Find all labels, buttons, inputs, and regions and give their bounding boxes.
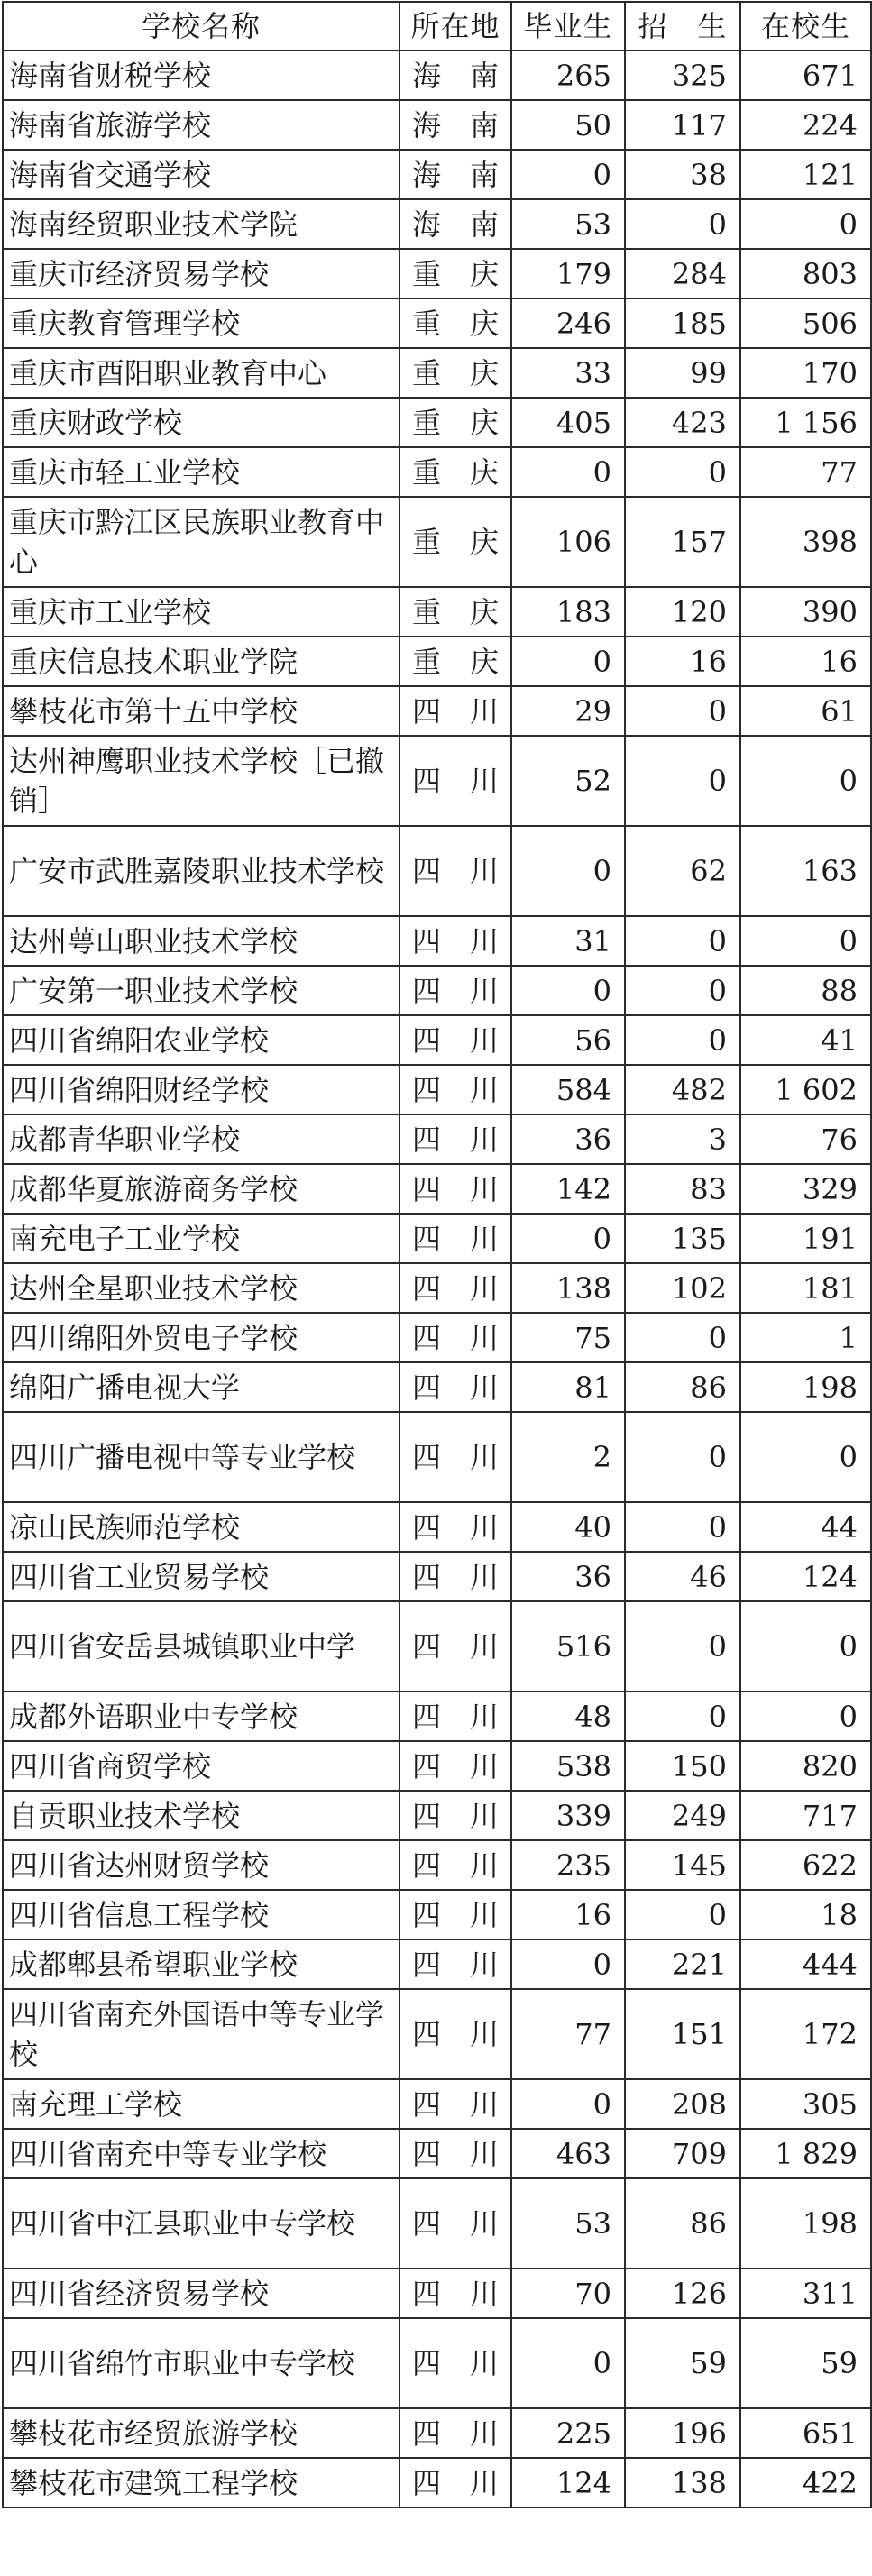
location-cell: 四 川 bbox=[399, 1791, 511, 1840]
school-name-cell: 四川省工业贸易学校 bbox=[3, 1552, 399, 1601]
enrolled-cell: 0 bbox=[625, 736, 740, 826]
students-cell: 0 bbox=[740, 1412, 871, 1502]
school-name-cell: 四川省商贸学校 bbox=[3, 1741, 399, 1791]
table-row bbox=[3, 587, 871, 637]
students-cell: 41 bbox=[740, 1015, 871, 1065]
table-row bbox=[3, 966, 871, 1015]
location-cell: 四 川 bbox=[399, 916, 511, 966]
location-cell: 四 川 bbox=[399, 1840, 511, 1890]
table-row bbox=[3, 1263, 871, 1313]
location-cell: 四 川 bbox=[399, 1362, 511, 1412]
graduates-cell: 463 bbox=[511, 2129, 625, 2178]
enrolled-cell: 145 bbox=[625, 1840, 740, 1890]
students-cell: 422 bbox=[740, 2458, 871, 2507]
table-row bbox=[3, 916, 871, 966]
enrolled-cell: 482 bbox=[625, 1065, 740, 1114]
students-cell: 622 bbox=[740, 1840, 871, 1890]
students-cell: 0 bbox=[740, 916, 871, 966]
school-name-cell: 成都华夏旅游商务学校 bbox=[3, 1164, 399, 1214]
students-cell: 1 829 bbox=[740, 2129, 871, 2178]
graduates-cell: 31 bbox=[511, 916, 625, 966]
school-name-cell: 海南经贸职业技术学院 bbox=[3, 199, 399, 249]
enrolled-cell: 126 bbox=[625, 2269, 740, 2318]
table-row bbox=[3, 398, 871, 447]
table-row bbox=[3, 1214, 871, 1263]
table-row bbox=[3, 2079, 871, 2129]
graduates-cell: 225 bbox=[511, 2408, 625, 2458]
enrolled-cell: 0 bbox=[625, 1691, 740, 1741]
graduates-cell: 52 bbox=[511, 736, 625, 826]
enrolled-cell: 117 bbox=[625, 100, 740, 150]
school-name-cell: 重庆市经济贸易学校 bbox=[3, 249, 399, 298]
location-cell: 四 川 bbox=[399, 826, 511, 916]
graduates-cell: 183 bbox=[511, 587, 625, 637]
school-name-cell: 四川省南充中等专业学校 bbox=[3, 2129, 399, 2178]
table-row bbox=[3, 1362, 871, 1412]
table-row bbox=[3, 1890, 871, 1939]
students-cell: 0 bbox=[740, 1601, 871, 1691]
enrolled-cell: 0 bbox=[625, 916, 740, 966]
location-cell: 四 川 bbox=[399, 1890, 511, 1939]
table-row bbox=[3, 1502, 871, 1552]
table-row bbox=[3, 736, 871, 826]
location-cell: 四 川 bbox=[399, 1065, 511, 1114]
enrolled-cell: 0 bbox=[625, 199, 740, 249]
graduates-cell: 2 bbox=[511, 1412, 625, 1502]
graduates-cell: 50 bbox=[511, 100, 625, 150]
table-row bbox=[3, 1939, 871, 1989]
students-cell: 398 bbox=[740, 497, 871, 587]
location-cell: 四 川 bbox=[399, 2129, 511, 2178]
school-name-cell: 四川省绵竹市职业中专学校 bbox=[3, 2318, 399, 2408]
school-name-cell: 达州全星职业技术学校 bbox=[3, 1263, 399, 1313]
school-name-cell: 成都青华职业学校 bbox=[3, 1114, 399, 1164]
school-name-cell: 重庆市酉阳职业教育中心 bbox=[3, 348, 399, 398]
graduates-cell: 36 bbox=[511, 1114, 625, 1164]
table-row bbox=[3, 2318, 871, 2408]
graduates-cell: 75 bbox=[511, 1313, 625, 1362]
graduates-cell: 516 bbox=[511, 1601, 625, 1691]
location-cell: 重 庆 bbox=[399, 637, 511, 686]
location-cell: 重 庆 bbox=[399, 298, 511, 348]
students-cell: 44 bbox=[740, 1502, 871, 1552]
students-cell: 1 bbox=[740, 1313, 871, 1362]
students-cell: 444 bbox=[740, 1939, 871, 1989]
table-row bbox=[3, 1691, 871, 1741]
table-row bbox=[3, 150, 871, 199]
location-cell: 四 川 bbox=[399, 2269, 511, 2318]
graduates-cell: 0 bbox=[511, 966, 625, 1015]
school-name-cell: 四川省中江县职业中专学校 bbox=[3, 2178, 399, 2269]
table-row bbox=[3, 50, 871, 100]
graduates-cell: 81 bbox=[511, 1362, 625, 1412]
graduates-cell: 246 bbox=[511, 298, 625, 348]
enrolled-cell: 325 bbox=[625, 50, 740, 100]
school-name-cell: 海南省交通学校 bbox=[3, 150, 399, 199]
graduates-cell: 405 bbox=[511, 398, 625, 447]
table-row bbox=[3, 2408, 871, 2458]
school-name-cell: 广安第一职业技术学校 bbox=[3, 966, 399, 1015]
students-cell: 717 bbox=[740, 1791, 871, 1840]
graduates-cell: 138 bbox=[511, 1263, 625, 1313]
school-name-cell: 达州神鹰职业技术学校［已撤销］ bbox=[3, 736, 399, 826]
students-cell: 506 bbox=[740, 298, 871, 348]
enrolled-cell: 208 bbox=[625, 2079, 740, 2129]
school-name-cell: 四川省南充外国语中等专业学校 bbox=[3, 1989, 399, 2079]
school-name-cell: 重庆市轻工业学校 bbox=[3, 447, 399, 497]
students-cell: 198 bbox=[740, 2178, 871, 2269]
school-name-cell: 重庆财政学校 bbox=[3, 398, 399, 447]
location-cell: 四 川 bbox=[399, 1263, 511, 1313]
students-cell: 191 bbox=[740, 1214, 871, 1263]
enrolled-cell: 0 bbox=[625, 1015, 740, 1065]
location-cell: 四 川 bbox=[399, 1601, 511, 1691]
school-name-cell: 四川省达州财贸学校 bbox=[3, 1840, 399, 1890]
school-name-cell: 四川绵阳外贸电子学校 bbox=[3, 1313, 399, 1362]
location-cell: 四 川 bbox=[399, 1502, 511, 1552]
table-row bbox=[3, 826, 871, 916]
table-row bbox=[3, 2129, 871, 2178]
table-row bbox=[3, 1164, 871, 1214]
school-name-cell: 攀枝花市建筑工程学校 bbox=[3, 2458, 399, 2507]
enrolled-cell: 151 bbox=[625, 1989, 740, 2079]
table-row bbox=[3, 1791, 871, 1840]
schools-table bbox=[2, 1, 872, 2508]
table-row bbox=[3, 637, 871, 686]
enrolled-cell: 196 bbox=[625, 2408, 740, 2458]
header-school-name: 学校名称 bbox=[3, 2, 399, 50]
students-cell: 1 156 bbox=[740, 398, 871, 447]
table-body bbox=[3, 50, 871, 2507]
location-cell: 重 庆 bbox=[399, 398, 511, 447]
students-cell: 170 bbox=[740, 348, 871, 398]
graduates-cell: 56 bbox=[511, 1015, 625, 1065]
enrolled-cell: 83 bbox=[625, 1164, 740, 1214]
school-name-cell: 四川省绵阳农业学校 bbox=[3, 1015, 399, 1065]
table-row bbox=[3, 100, 871, 150]
location-cell: 海 南 bbox=[399, 50, 511, 100]
school-name-cell: 成都郫县希望职业学校 bbox=[3, 1939, 399, 1989]
school-name-cell: 重庆市黔江区民族职业教育中心 bbox=[3, 497, 399, 587]
location-cell: 四 川 bbox=[399, 1741, 511, 1791]
school-name-cell: 绵阳广播电视大学 bbox=[3, 1362, 399, 1412]
graduates-cell: 235 bbox=[511, 1840, 625, 1890]
graduates-cell: 0 bbox=[511, 1939, 625, 1989]
location-cell: 四 川 bbox=[399, 966, 511, 1015]
school-name-cell: 自贡职业技术学校 bbox=[3, 1791, 399, 1840]
students-cell: 305 bbox=[740, 2079, 871, 2129]
students-cell: 88 bbox=[740, 966, 871, 1015]
enrolled-cell: 185 bbox=[625, 298, 740, 348]
enrolled-cell: 16 bbox=[625, 637, 740, 686]
enrolled-cell: 0 bbox=[625, 686, 740, 736]
graduates-cell: 124 bbox=[511, 2458, 625, 2507]
enrolled-cell: 99 bbox=[625, 348, 740, 398]
graduates-cell: 33 bbox=[511, 348, 625, 398]
school-name-cell: 重庆市工业学校 bbox=[3, 587, 399, 637]
graduates-cell: 77 bbox=[511, 1989, 625, 2079]
school-name-cell: 达州萼山职业技术学校 bbox=[3, 916, 399, 966]
students-cell: 124 bbox=[740, 1552, 871, 1601]
students-cell: 224 bbox=[740, 100, 871, 150]
location-cell: 四 川 bbox=[399, 2458, 511, 2507]
students-cell: 59 bbox=[740, 2318, 871, 2408]
students-cell: 390 bbox=[740, 587, 871, 637]
students-cell: 163 bbox=[740, 826, 871, 916]
location-cell: 海 南 bbox=[399, 150, 511, 199]
location-cell: 四 川 bbox=[399, 1691, 511, 1741]
location-cell: 四 川 bbox=[399, 1214, 511, 1263]
location-cell: 重 庆 bbox=[399, 497, 511, 587]
school-name-cell: 攀枝花市经贸旅游学校 bbox=[3, 2408, 399, 2458]
graduates-cell: 70 bbox=[511, 2269, 625, 2318]
graduates-cell: 0 bbox=[511, 2079, 625, 2129]
enrolled-cell: 0 bbox=[625, 1502, 740, 1552]
table-row bbox=[3, 1065, 871, 1114]
location-cell: 四 川 bbox=[399, 2318, 511, 2408]
table-row bbox=[3, 298, 871, 348]
students-cell: 198 bbox=[740, 1362, 871, 1412]
enrolled-cell: 59 bbox=[625, 2318, 740, 2408]
graduates-cell: 0 bbox=[511, 150, 625, 199]
graduates-cell: 106 bbox=[511, 497, 625, 587]
enrolled-cell: 249 bbox=[625, 1791, 740, 1840]
graduates-cell: 36 bbox=[511, 1552, 625, 1601]
school-name-cell: 四川广播电视中等专业学校 bbox=[3, 1412, 399, 1502]
location-cell: 四 川 bbox=[399, 736, 511, 826]
enrolled-cell: 0 bbox=[625, 1890, 740, 1939]
location-cell: 重 庆 bbox=[399, 348, 511, 398]
table-row bbox=[3, 1989, 871, 2079]
graduates-cell: 48 bbox=[511, 1691, 625, 1741]
school-name-cell: 重庆信息技术职业学院 bbox=[3, 637, 399, 686]
table-row bbox=[3, 1840, 871, 1890]
location-cell: 海 南 bbox=[399, 100, 511, 150]
enrolled-cell: 157 bbox=[625, 497, 740, 587]
location-cell: 重 庆 bbox=[399, 249, 511, 298]
students-cell: 311 bbox=[740, 2269, 871, 2318]
header-enrolled: 招 生 bbox=[625, 2, 740, 50]
location-cell: 四 川 bbox=[399, 1114, 511, 1164]
students-cell: 172 bbox=[740, 1989, 871, 2079]
school-name-cell: 四川省经济贸易学校 bbox=[3, 2269, 399, 2318]
table-row bbox=[3, 1015, 871, 1065]
students-cell: 1 602 bbox=[740, 1065, 871, 1114]
graduates-cell: 40 bbox=[511, 1502, 625, 1552]
enrolled-cell: 38 bbox=[625, 150, 740, 199]
students-cell: 61 bbox=[740, 686, 871, 736]
table-row bbox=[3, 2458, 871, 2507]
school-name-cell: 凉山民族师范学校 bbox=[3, 1502, 399, 1552]
graduates-cell: 29 bbox=[511, 686, 625, 736]
header-row bbox=[3, 2, 871, 50]
enrolled-cell: 0 bbox=[625, 1313, 740, 1362]
enrolled-cell: 120 bbox=[625, 587, 740, 637]
enrolled-cell: 0 bbox=[625, 1601, 740, 1691]
header-students: 在校生 bbox=[740, 2, 871, 50]
school-name-cell: 海南省财税学校 bbox=[3, 50, 399, 100]
location-cell: 重 庆 bbox=[399, 587, 511, 637]
location-cell: 四 川 bbox=[399, 1164, 511, 1214]
school-name-cell: 四川省信息工程学校 bbox=[3, 1890, 399, 1939]
graduates-cell: 179 bbox=[511, 249, 625, 298]
enrolled-cell: 709 bbox=[625, 2129, 740, 2178]
location-cell: 四 川 bbox=[399, 1015, 511, 1065]
location-cell: 四 川 bbox=[399, 1412, 511, 1502]
school-name-cell: 四川省绵阳财经学校 bbox=[3, 1065, 399, 1114]
enrolled-cell: 46 bbox=[625, 1552, 740, 1601]
table-row bbox=[3, 447, 871, 497]
enrolled-cell: 150 bbox=[625, 1741, 740, 1791]
students-cell: 651 bbox=[740, 2408, 871, 2458]
graduates-cell: 584 bbox=[511, 1065, 625, 1114]
school-name-cell: 南充电子工业学校 bbox=[3, 1214, 399, 1263]
school-name-cell: 成都外语职业中专学校 bbox=[3, 1691, 399, 1741]
enrolled-cell: 62 bbox=[625, 826, 740, 916]
enrolled-cell: 0 bbox=[625, 1412, 740, 1502]
header-location: 所在地 bbox=[399, 2, 511, 50]
graduates-cell: 16 bbox=[511, 1890, 625, 1939]
table-row bbox=[3, 348, 871, 398]
graduates-cell: 339 bbox=[511, 1791, 625, 1840]
students-cell: 329 bbox=[740, 1164, 871, 1214]
school-name-cell: 攀枝花市第十五中学校 bbox=[3, 686, 399, 736]
table-row bbox=[3, 1114, 871, 1164]
students-cell: 0 bbox=[740, 1691, 871, 1741]
graduates-cell: 0 bbox=[511, 826, 625, 916]
location-cell: 重 庆 bbox=[399, 447, 511, 497]
enrolled-cell: 0 bbox=[625, 447, 740, 497]
enrolled-cell: 423 bbox=[625, 398, 740, 447]
location-cell: 四 川 bbox=[399, 2079, 511, 2129]
students-cell: 0 bbox=[740, 736, 871, 826]
school-name-cell: 重庆教育管理学校 bbox=[3, 298, 399, 348]
graduates-cell: 53 bbox=[511, 2178, 625, 2269]
table-row bbox=[3, 1601, 871, 1691]
location-cell: 四 川 bbox=[399, 1313, 511, 1362]
students-cell: 76 bbox=[740, 1114, 871, 1164]
location-cell: 四 川 bbox=[399, 686, 511, 736]
location-cell: 四 川 bbox=[399, 1989, 511, 2079]
students-cell: 803 bbox=[740, 249, 871, 298]
students-cell: 16 bbox=[740, 637, 871, 686]
table-row bbox=[3, 686, 871, 736]
students-cell: 0 bbox=[740, 199, 871, 249]
table-row bbox=[3, 2269, 871, 2318]
school-name-cell: 四川省安岳县城镇职业中学 bbox=[3, 1601, 399, 1691]
enrolled-cell: 135 bbox=[625, 1214, 740, 1263]
table-row bbox=[3, 1313, 871, 1362]
school-name-cell: 广安市武胜嘉陵职业技术学校 bbox=[3, 826, 399, 916]
enrolled-cell: 284 bbox=[625, 249, 740, 298]
table-row bbox=[3, 249, 871, 298]
header-graduates: 毕业生 bbox=[511, 2, 625, 50]
graduates-cell: 142 bbox=[511, 1164, 625, 1214]
students-cell: 820 bbox=[740, 1741, 871, 1791]
table-row bbox=[3, 1412, 871, 1502]
students-cell: 181 bbox=[740, 1263, 871, 1313]
location-cell: 海 南 bbox=[399, 199, 511, 249]
location-cell: 四 川 bbox=[399, 2408, 511, 2458]
enrolled-cell: 3 bbox=[625, 1114, 740, 1164]
enrolled-cell: 86 bbox=[625, 1362, 740, 1412]
location-cell: 四 川 bbox=[399, 2178, 511, 2269]
graduates-cell: 538 bbox=[511, 1741, 625, 1791]
enrolled-cell: 0 bbox=[625, 966, 740, 1015]
location-cell: 四 川 bbox=[399, 1552, 511, 1601]
table-row bbox=[3, 1741, 871, 1791]
enrolled-cell: 86 bbox=[625, 2178, 740, 2269]
enrolled-cell: 102 bbox=[625, 1263, 740, 1313]
enrolled-cell: 221 bbox=[625, 1939, 740, 1989]
graduates-cell: 53 bbox=[511, 199, 625, 249]
graduates-cell: 0 bbox=[511, 2318, 625, 2408]
school-name-cell: 南充理工学校 bbox=[3, 2079, 399, 2129]
students-cell: 671 bbox=[740, 50, 871, 100]
location-cell: 四 川 bbox=[399, 1939, 511, 1989]
graduates-cell: 0 bbox=[511, 637, 625, 686]
graduates-cell: 265 bbox=[511, 50, 625, 100]
school-name-cell: 海南省旅游学校 bbox=[3, 100, 399, 150]
graduates-cell: 0 bbox=[511, 447, 625, 497]
table-row bbox=[3, 2178, 871, 2269]
students-cell: 18 bbox=[740, 1890, 871, 1939]
enrolled-cell: 138 bbox=[625, 2458, 740, 2507]
table-row bbox=[3, 1552, 871, 1601]
students-cell: 121 bbox=[740, 150, 871, 199]
graduates-cell: 0 bbox=[511, 1214, 625, 1263]
students-cell: 77 bbox=[740, 447, 871, 497]
table-row bbox=[3, 199, 871, 249]
table-row bbox=[3, 497, 871, 587]
